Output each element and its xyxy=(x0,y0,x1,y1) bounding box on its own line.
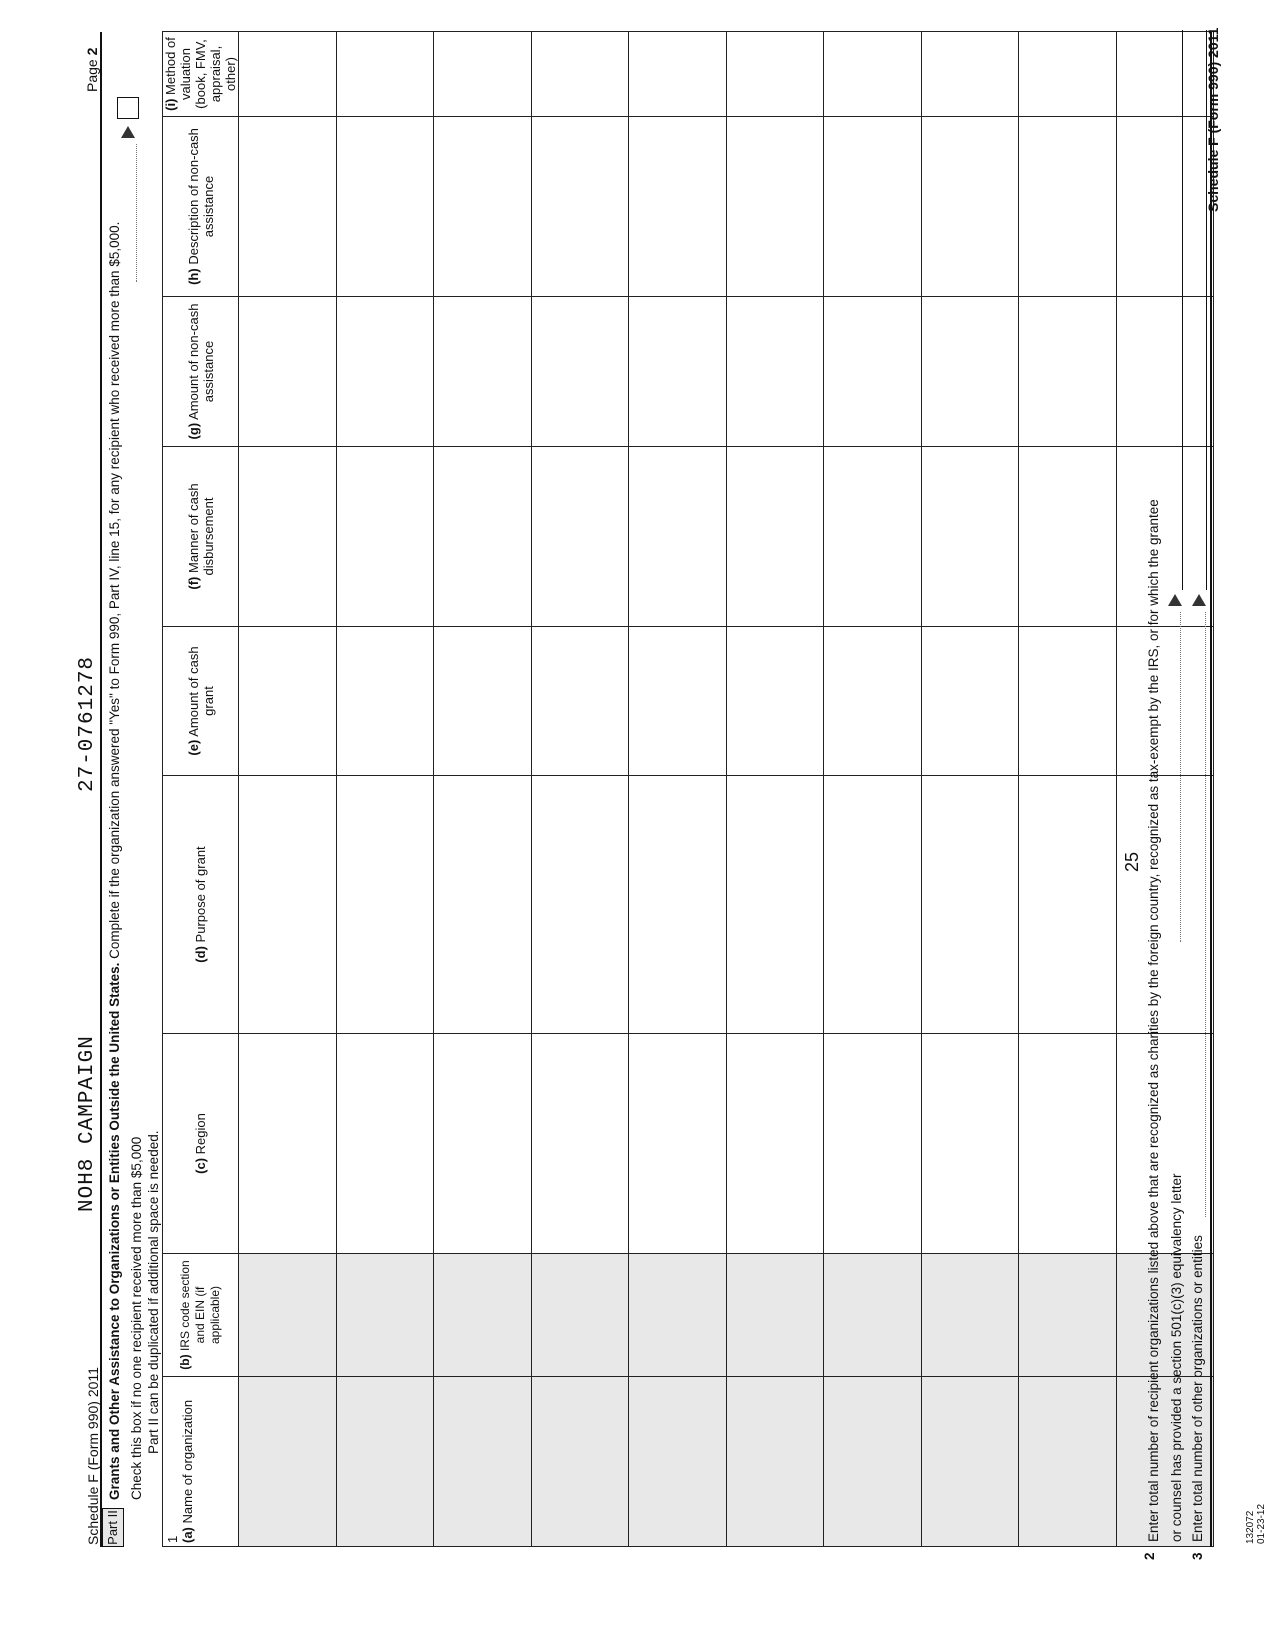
cell-h[interactable] xyxy=(531,117,629,297)
col-e-header: (e) Amount of cash grant xyxy=(163,627,239,776)
cell-i[interactable] xyxy=(726,32,824,117)
cell-h[interactable] xyxy=(921,117,1019,297)
cell-b[interactable] xyxy=(531,1254,629,1377)
line2-text: Enter total number of recipient organizations listed above that are recognized as charities by the foreign country, recognized as tax-exempt by the IRS, or for which the grantee or counsel has provided a section 501(c)(3) equivalency letter xyxy=(1146,499,1184,1542)
cell-e[interactable] xyxy=(239,627,337,776)
cell-g[interactable] xyxy=(921,297,1019,447)
col-c-header: (c) Region xyxy=(163,1034,239,1254)
cell-c[interactable] xyxy=(629,1034,727,1254)
cell-d[interactable] xyxy=(336,776,434,1034)
table-row xyxy=(1019,32,1117,1547)
form-code: 132072 01-23-12 xyxy=(1245,1503,1267,1544)
footer-rule xyxy=(1210,32,1212,1547)
table-row xyxy=(434,32,532,1547)
no-recipient-checkbox[interactable] xyxy=(117,97,139,119)
cell-h[interactable] xyxy=(1116,117,1214,297)
cell-i[interactable] xyxy=(336,32,434,117)
col-d-header: (d) Purpose of grant xyxy=(163,776,239,1034)
cell-b[interactable] xyxy=(824,1254,922,1377)
cell-c[interactable] xyxy=(434,1034,532,1254)
cell-c[interactable] xyxy=(921,1034,1019,1254)
cell-d[interactable] xyxy=(1019,776,1117,1034)
cell-g[interactable] xyxy=(824,297,922,447)
cell-e[interactable] xyxy=(336,627,434,776)
table-row xyxy=(726,32,824,1547)
part-note: Part II can be duplicated if additional space is needed. xyxy=(146,1130,161,1454)
cell-e[interactable] xyxy=(531,627,629,776)
form-name: Schedule F (Form 990) 2011 xyxy=(85,1367,101,1545)
cell-g[interactable] xyxy=(336,297,434,447)
cell-a[interactable] xyxy=(921,1377,1019,1547)
cell-e[interactable] xyxy=(921,627,1019,776)
cell-f[interactable] xyxy=(336,447,434,627)
cell-d[interactable] xyxy=(434,776,532,1034)
cell-b[interactable] xyxy=(336,1254,434,1377)
arrow-icon xyxy=(121,126,135,138)
part-label: Part II xyxy=(102,1508,124,1547)
col-i-header: (i) Method of valuation (book, FMV, appraisal, other) xyxy=(163,32,239,117)
cell-d[interactable] xyxy=(239,776,337,1034)
col-b-header: (b) IRS code section and EIN (if applicable) xyxy=(163,1254,239,1377)
cell-g[interactable] xyxy=(726,297,824,447)
cell-a[interactable] xyxy=(239,1377,337,1547)
cell-g[interactable] xyxy=(1019,297,1117,447)
col-h-header: (h) Description of non-cash assistance xyxy=(163,117,239,297)
ein: 27-0761278 xyxy=(76,655,99,792)
cell-f[interactable] xyxy=(921,447,1019,627)
cell-b[interactable] xyxy=(1019,1254,1117,1377)
line2-answer-field[interactable] xyxy=(1182,30,1183,590)
cell-c[interactable] xyxy=(239,1034,337,1254)
cell-g[interactable] xyxy=(629,297,727,447)
col-f-header: (f) Manner of cash disbursement xyxy=(163,447,239,627)
table-row xyxy=(824,32,922,1547)
cell-e[interactable] xyxy=(726,627,824,776)
cell-i[interactable] xyxy=(239,32,337,117)
cell-c[interactable] xyxy=(726,1034,824,1254)
footer-form-name: Schedule F (Form 990) 2011 xyxy=(1205,27,1221,212)
table-row xyxy=(629,32,727,1547)
cell-f[interactable] xyxy=(629,447,727,627)
cell-b[interactable] xyxy=(434,1254,532,1377)
cell-h[interactable] xyxy=(336,117,434,297)
line2-dots xyxy=(1180,612,1181,942)
line2-number: 2 xyxy=(1142,1552,1157,1560)
cell-i[interactable] xyxy=(434,32,532,117)
cell-h[interactable] xyxy=(824,117,922,297)
cell-g[interactable] xyxy=(434,297,532,447)
cell-h[interactable] xyxy=(434,117,532,297)
cell-g[interactable] xyxy=(239,297,337,447)
cell-h[interactable] xyxy=(239,117,337,297)
line3-text: Enter total number of other organizations or entities xyxy=(1190,1235,1205,1542)
cell-i[interactable] xyxy=(921,32,1019,117)
cell-i[interactable] xyxy=(1116,32,1214,117)
table-row xyxy=(336,32,434,1547)
cell-c[interactable] xyxy=(531,1034,629,1254)
arrow-icon xyxy=(1168,594,1182,606)
cell-d[interactable] xyxy=(726,776,824,1034)
page-indicator: Page 2 xyxy=(84,47,100,92)
cell-b[interactable] xyxy=(921,1254,1019,1377)
cell-f[interactable] xyxy=(531,447,629,627)
part-instruction: Grants and Other Assistance to Organizations or Entities Outside the United States. Complete if the organization answered "Yes" to Form 990, Part IV, line 15, for any recipient who received more than $5,000. Check this box if no one recipient received more than $5,000 xyxy=(107,221,144,1500)
header-rule xyxy=(100,32,102,1547)
part-title: Grants and Other Assistance to Organizations or Entities Outside the United States. xyxy=(107,962,122,1500)
cell-d[interactable] xyxy=(629,776,727,1034)
line3-dots xyxy=(1205,612,1206,1217)
page-number: 25 xyxy=(1122,851,1142,872)
cell-f[interactable] xyxy=(726,447,824,627)
cell-e[interactable] xyxy=(434,627,532,776)
organization-name: NOH8 CAMPAIGN xyxy=(76,1035,99,1212)
cell-f[interactable] xyxy=(1019,447,1117,627)
cell-f[interactable] xyxy=(824,447,922,627)
cell-d[interactable] xyxy=(531,776,629,1034)
cell-d[interactable] xyxy=(824,776,922,1034)
col-g-header: (g) Amount of non-cash assistance xyxy=(163,297,239,447)
line3-number: 3 xyxy=(1190,1552,1205,1560)
cell-g[interactable] xyxy=(1116,297,1214,447)
cell-c[interactable] xyxy=(1019,1034,1117,1254)
cell-d[interactable] xyxy=(921,776,1019,1034)
cell-g[interactable] xyxy=(531,297,629,447)
cell-f[interactable] xyxy=(239,447,337,627)
cell-a[interactable] xyxy=(434,1377,532,1547)
table-row xyxy=(531,32,629,1547)
col-a-header: 1 (a) Name of organization xyxy=(163,1377,239,1547)
cell-a[interactable] xyxy=(726,1377,824,1547)
cell-c[interactable] xyxy=(336,1034,434,1254)
table-row xyxy=(239,32,337,1547)
cell-i[interactable] xyxy=(531,32,629,117)
cell-e[interactable] xyxy=(1019,627,1117,776)
cell-b[interactable] xyxy=(629,1254,727,1377)
cell-b[interactable] xyxy=(726,1254,824,1377)
cell-h[interactable] xyxy=(726,117,824,297)
cell-i[interactable] xyxy=(824,32,922,117)
grants-table xyxy=(162,31,1214,1547)
cell-a[interactable] xyxy=(629,1377,727,1547)
cell-a[interactable] xyxy=(824,1377,922,1547)
cell-a[interactable] xyxy=(1019,1377,1117,1547)
cell-c[interactable] xyxy=(824,1034,922,1254)
cell-e[interactable] xyxy=(629,627,727,776)
cell-b[interactable] xyxy=(239,1254,337,1377)
cell-h[interactable] xyxy=(629,117,727,297)
arrow-icon xyxy=(1192,594,1206,606)
cell-i[interactable] xyxy=(629,32,727,117)
table-row xyxy=(921,32,1019,1547)
cell-h[interactable] xyxy=(1019,117,1117,297)
cell-i[interactable] xyxy=(1019,32,1117,117)
table-header-row xyxy=(163,32,239,1547)
cell-a[interactable] xyxy=(336,1377,434,1547)
cell-e[interactable] xyxy=(824,627,922,776)
cell-f[interactable] xyxy=(434,447,532,627)
cell-a[interactable] xyxy=(531,1377,629,1547)
